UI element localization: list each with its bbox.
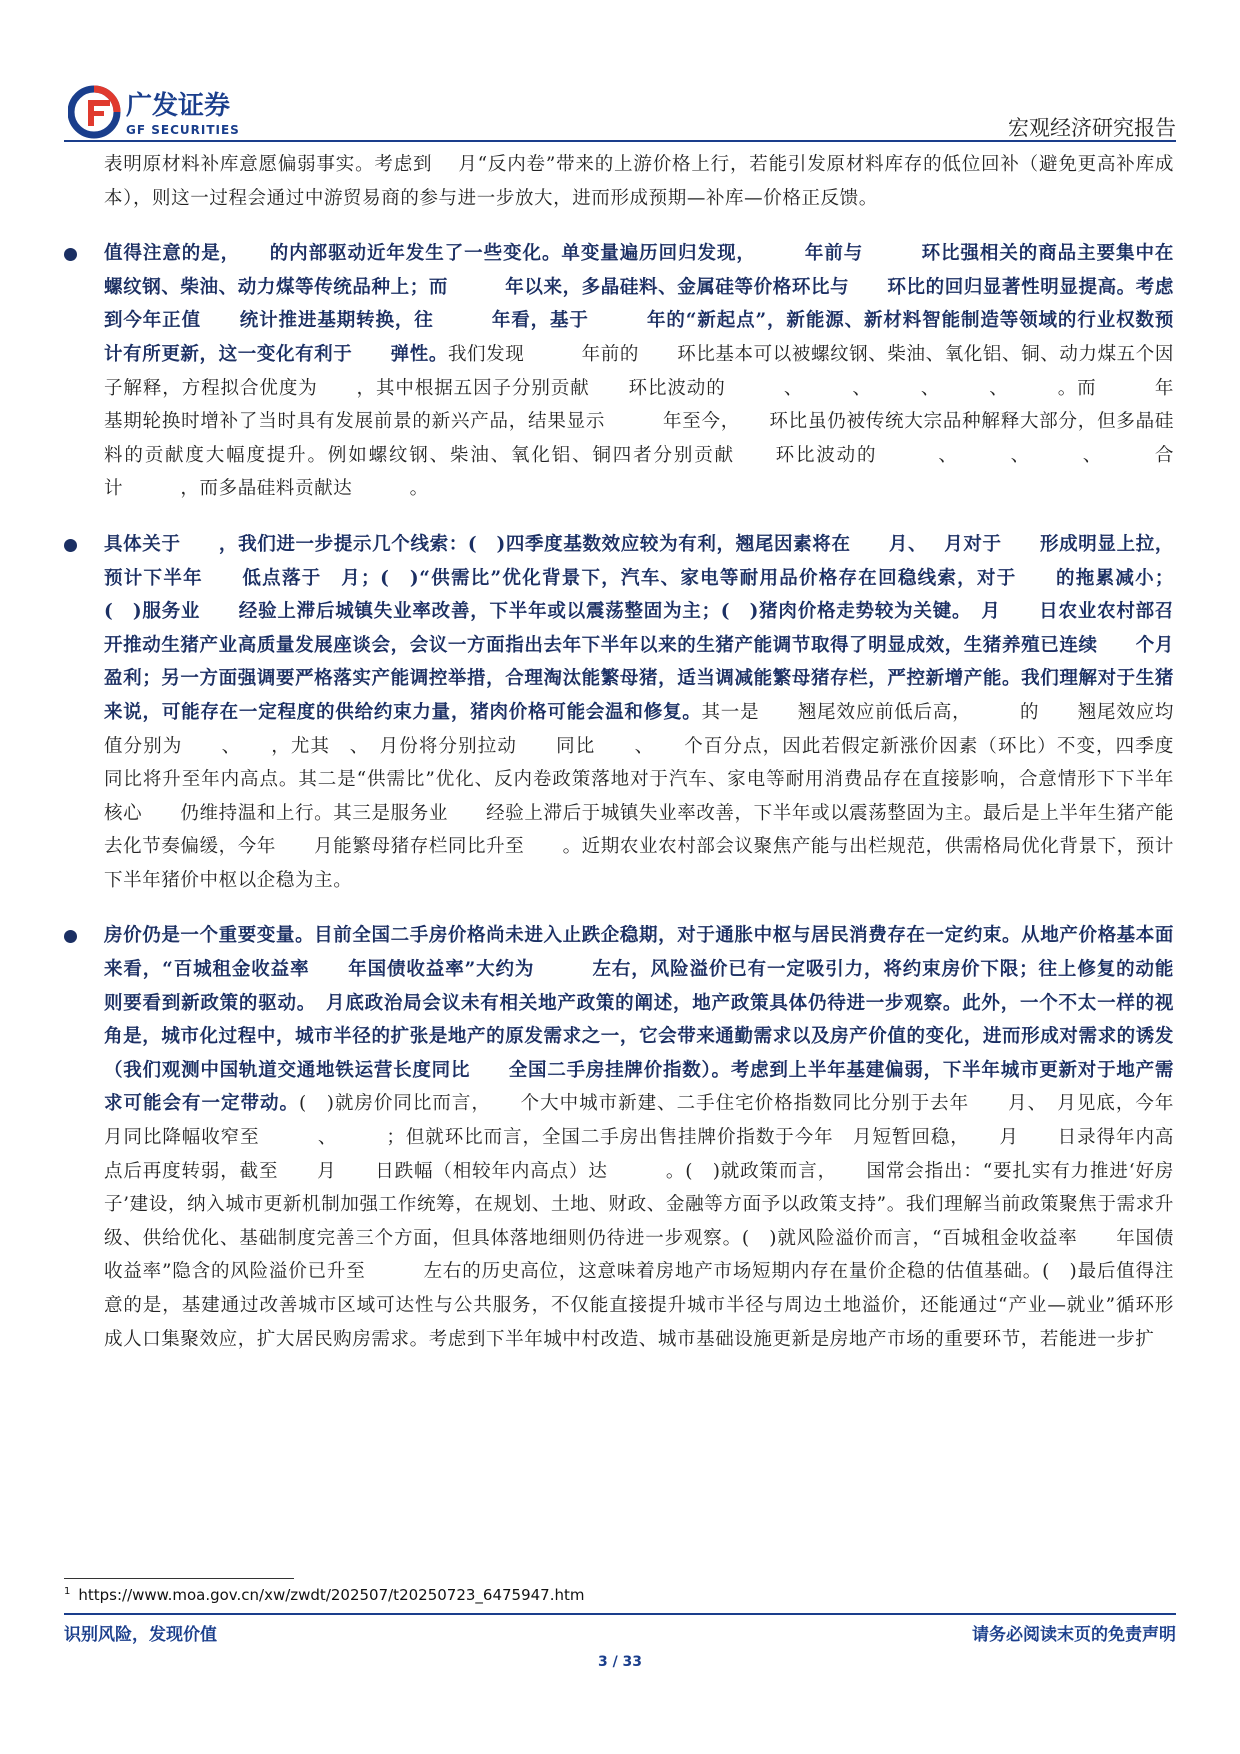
main-content bbox=[104, 148, 1213, 1356]
bullet-2-text: 其一是 翘尾效应前低后高， 的 翘尾效应均值分别为 、 ，尤其 、 月份将分别拉动 同比 、 个百分点，因此若假定新涨价因素（环比）不变，四季度 同比将升至年内高点。其二是“供需比”优化、反内卷政策落地对于汽车、家电等耐用消费品存在直接影响，合意情形下下半年核心 仍维持温和上行。其三是服务业 经验上滞后于城镇失业率改善，下半年或以震荡整固为主。最后是上半年生猪产能去化节奏偏缓，今年 月能繁母猪存栏同比升至 。近期农业农村部会议聚焦产能与出栏规范，供需格局优化背景下，预计下半年猪价中枢以企稳为主。 bbox=[104, 701, 1213, 891]
bullet-dot-icon bbox=[64, 248, 77, 261]
bullet-paragraph-1 bbox=[104, 237, 1174, 506]
footer-disclaimer-note: 请务必阅读末页的免责声明 bbox=[972, 1625, 1176, 1645]
footnote-divider bbox=[64, 1578, 294, 1579]
header-divider bbox=[64, 140, 1176, 142]
bullet-paragraph-3 bbox=[104, 919, 1194, 1356]
bullet-2-bold-text: 具体关于 ，我们进一步提示几个线索：( )四季度基数效应较为有利，翘尾因素将在 月、 月对于 形成明显上拉，预计下半年 低点落于 月；( )“供需比”优化背景下，汽车、家电等耐用品价格存在回稳线索，对于 的拖累减小；( )服务业 经验上滞后城镇失业率改善，下半年或以震荡整固为主；( )猪肉价格走势较为关键。 月 日农业农村部召开推动生猪产业高质量发展座谈会，会议一方面指出去年下半年以来的生猪产能调节取得了明显成效，生猪养殖已连续 个月盈利；另一方面强调要严格落实产能调控举措，合理淘汰能繁母猪，适当调减能繁母猪存栏，严控新增产能。我们理解对于生猪来说，可能存在一定程度的供给约束力量，猪肉价格可能会温和修复。 bbox=[104, 533, 1174, 723]
bullet-paragraph-2 bbox=[104, 528, 1213, 898]
report-type: 宏观经济研究报告 bbox=[1008, 116, 1176, 140]
logo-en-text: GF SECURITIES bbox=[126, 123, 240, 137]
page-header bbox=[64, 82, 1176, 144]
logo-cn-text: 广发证券 bbox=[126, 91, 231, 121]
gf-securities-logo bbox=[68, 82, 308, 142]
bullet-dot-icon bbox=[64, 539, 77, 552]
footnote bbox=[64, 1586, 585, 1604]
bullet-1-text: 我们发现 年前的 环比基本可以被螺纹钢、柴油、氧化铝、铜、动力煤五个因子解释，方程拟合优度为 ，其中根据五因子分别贡献 环比波动的 、 、 、 、 。而 年基期轮换时增补了当时具有发展前景的新兴产品，结果显示 年至今， 环比虽仍被传统大宗品种解释大部分，但多晶硅料的贡献度大幅度提升。例如螺纹钢、柴油、氧化铝、铜四者分别贡献 环比波动的 、 、 、 合计 ，而多晶硅料贡献达 。 bbox=[104, 343, 1174, 500]
footnote-link[interactable]: https://www.moa.gov.cn/xw/zwdt/202507/t20250723_6475947.htm bbox=[78, 1586, 585, 1604]
footnote-marker: 1 bbox=[64, 1586, 71, 1597]
footer-divider bbox=[64, 1613, 1176, 1615]
intro-paragraph: 表明原材料补库意愿偏弱事实。考虑到 月“反内卷”带来的上游价格上行，若能引发原材料库存的低位回补（避免更高补库成本），则这一过程会通过中游贸易商的参与进一步放大，进而形成预期—补库—价格正反馈。 bbox=[104, 154, 1174, 209]
bullet-1-bold-text: 值得注意的是， 的内部驱动近年发生了一些变化。单变量遍历回归发现， 年前与 环比强相关的商品主要集中在螺纹钢、柴油、动力煤等传统品种上；而 年以来，多晶硅料、金属硅等价格环比与 环比的回归显著性明显提高。考虑到今年正值 统计推进基期转换，往 年看，基于 年的“新起点”，新能源、新材料智能制造等领域的行业权数预计有所更新，这一变化有利于 弹性。 bbox=[104, 243, 1174, 365]
page-number: 3 / 33 bbox=[597, 1654, 643, 1670]
bullet-dot-icon bbox=[64, 930, 77, 943]
bullet-3-bold-text: 房价仍是一个重要变量。目前全国二手房价格尚未进入止跌企稳期，对于通胀中枢与居民消费存在一定约束。从地产价格基本面来看，“百城租金收益率 年国债收益率”大约为 左右，风险溢价已有一定吸引力，将约束房价下限；往上修复的动能则要看到新政策的驱动。 月底政治局会议未有相关地产政策的阐述，地产政策具体仍待进一步观察。此外，一个不太一样的视角是，城市化过程中，城市半径的扩张是地产的原发需求之一，它会带来通勤需求以及房产价值的变化，进而形成对需求的诱发（我们观测中国轨道交通地铁运营长度同比 全国二手房挂牌价指数）。考虑到上半年基建偏弱，下半年城市更新对于地产需求可能会有一定带动。 bbox=[104, 925, 1174, 1115]
bullet-3-text: ( )就房价同比而言， 个大中城市新建、二手住宅价格指数同比分别于去年 月、 月见底，今年 月同比降幅收窄至 、 ；但就环比而言，全国二手房出售挂牌价指数于今年 月短暂回稳， 月 日录得年内高点后再度转弱，截至 月 日跌幅（相较年内高点）达 。( )就政策而言， 国常会指出：“要扎实有力推进‘好房子’建设，纳入城市更新机制加强工作统筹，在规划、土地、财政、金融等方面予以政策支持”。我们理解当前政策聚焦于需求升级、供给优化、基础制度完善三个方面，但具体落地细则仍待进一步观察。( )就风险溢价而言，“百城租金收益率 年国债收益率”隐含的风险溢价已升至 左右的历史高位，这意味着房地产市场短期内存在量价企稳的估值基础。( )最后值得注意的是，基建通过改善城市区域可达性与公共服务，不仅能直接提升城市半径与周边土地溢价，还能通过“产业—就业”循环形成人口集聚效应，扩大居民购房需求。考虑到下半年城中村改造、城市基础设施更新是房地产市场的重要环节，若能进一步扩 bbox=[104, 1093, 1194, 1350]
footer-slogan: 识别风险，发现价值 bbox=[64, 1625, 217, 1645]
